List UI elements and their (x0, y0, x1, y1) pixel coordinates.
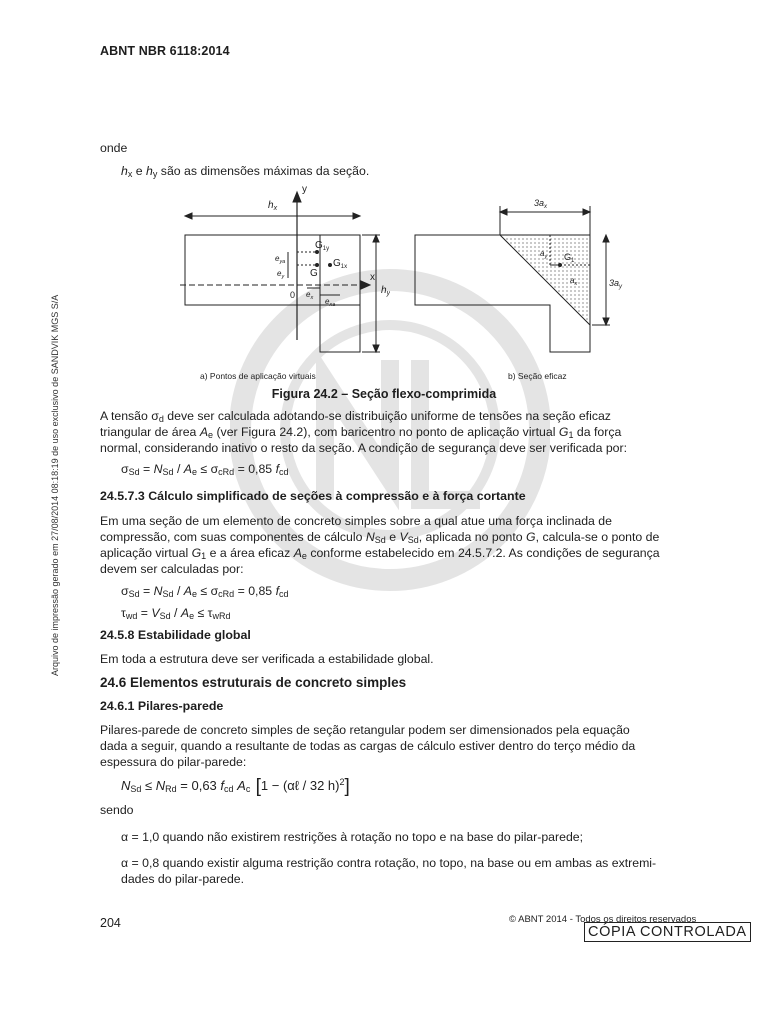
figure-caption-b: b) Seção eficaz (508, 371, 567, 381)
svg-text:G1y: $G_{1y}$ (315, 240, 330, 252)
equation-2: $\sigma_{Sd} = N_{Sd} / A_e \le \sigma_{cRd} = 0,85$ $f_{cd}$ (121, 584, 289, 599)
section-24-5-7-3-title: 24.5.7.3 Cálculo simplificado de seções à compressão e à força cortante (100, 489, 526, 503)
svg-text:ey: $e_y$ (277, 269, 285, 280)
onde-label: onde (100, 141, 128, 155)
svg-text:ex: $e_x$ (306, 290, 314, 301)
definition-hx-hy: $h_x$ e $h_y$ são as dimensões máximas da seção. (121, 164, 370, 179)
section-24-6-title: 24.6 Elementos estruturais de concreto simples (100, 675, 407, 690)
figure-caption-a: a) Pontos de aplicação virtuais (200, 371, 316, 381)
svg-text:G1x: $G_{1x}$ (333, 258, 348, 270)
svg-text:0: 0 (290, 290, 296, 300)
copyright-notice: © ABNT 2014 - Todos os direitos reservados (509, 914, 697, 925)
paragraph-simplified: Em uma seção de um elemento de concreto simples sobre a qual atue uma força inclinada de compressão, com suas componentes de cálculo $N_{Sd}$ e $V_{Sd}$, aplicada no ponto G, calcula-se o ponto de aplicação virtual $G_1$ e a área eficaz $A_e$ conforme estabelecido em 24.5.7.2. As condições de segurança devem ser calculadas por: (100, 514, 660, 576)
svg-text:3ay: $3a_y$ (609, 278, 623, 290)
figure-a-virtual-points (180, 180, 390, 360)
figure-title: Figura 24.2 – Seção flexo-comprimida (271, 387, 497, 401)
figure-b-effective-section (410, 190, 630, 360)
alpha-1-definition: α = 1,0 quando não existirem restrições à rotação no topo e na base do pilar-parede; (121, 830, 584, 844)
print-info-sidebar: Arquivo de impressão gerado em 27/08/2014 08:18:19 de uso exclusivo de SANDVIK MGS S/A (50, 294, 60, 676)
svg-text:G1: $G_1$ (564, 252, 575, 264)
controlled-copy-stamp: CÓPIA CONTROLADA (584, 922, 751, 942)
section-24-5-8-title: 24.5.8 Estabilidade global (100, 628, 251, 642)
equation-4: $N_{Sd} \le N_{Rd} = 0,63$ $f_{cd}$ $A_c$ [1 − (αℓ / 32 h)$^2$] (121, 776, 350, 797)
paragraph-wall-pillars: Pilares-parede de concreto simples de seção retangular podem ser dimensionados pela equação dada a seguir, quando a resultante de todas as cargas de cálculo estiver dentro do terço médio da espessura do pilar-parede: (100, 723, 636, 769)
svg-text:3ax: $3a_x$ (534, 198, 548, 210)
svg-text:ay: $a_y$ (540, 249, 548, 260)
section-24-6-1-title: 24.6.1 Pilares-parede (100, 699, 224, 713)
document-header: ABNT NBR 6118:2014 (100, 44, 230, 58)
alpha-08-definition: α = 0,8 quando existir alguma restrição contra rotação, no topo, na base ou em ambas as extremi- dades do pilar-parede. (121, 856, 657, 886)
svg-text:hy: $h_y$ (381, 285, 390, 297)
svg-text:hx: $h_x$ (268, 200, 278, 212)
svg-text:x: x (370, 272, 375, 283)
page-number: 204 (100, 916, 121, 930)
equation-1: $\sigma_{Sd} = N_{Sd} / A_e \le \sigma_{cRd} = 0,85$ $f_{cd}$ (121, 462, 289, 477)
paragraph-global-stability: Em toda a estrutura deve ser verificada a estabilidade global. (100, 652, 434, 666)
svg-text:y: y (302, 184, 307, 195)
svg-text:G: G (310, 268, 318, 279)
paragraph-tension: A tensão $\sigma_d$ deve ser calculada adotando-se distribuição uniforme de tensões na seção eficaz triangular de área $A_e$ (ver Figura 24.2), com baricentro no ponto de aplicação virtual $G_1$ da força normal, considerando inativo o resto da seção. A condição de segurança deve ser verificada por: (100, 409, 628, 455)
svg-text:ax: $a_x$ (570, 276, 578, 287)
svg-text:eya: $e_{ya}$ (275, 254, 286, 265)
svg-text:exa: $e_{xa}$ (325, 297, 336, 308)
equation-3: $\tau_{wd} = V_{Sd} / A_e \le \tau_{wRd}$ (121, 606, 231, 621)
sendo-label: sendo (100, 803, 134, 817)
